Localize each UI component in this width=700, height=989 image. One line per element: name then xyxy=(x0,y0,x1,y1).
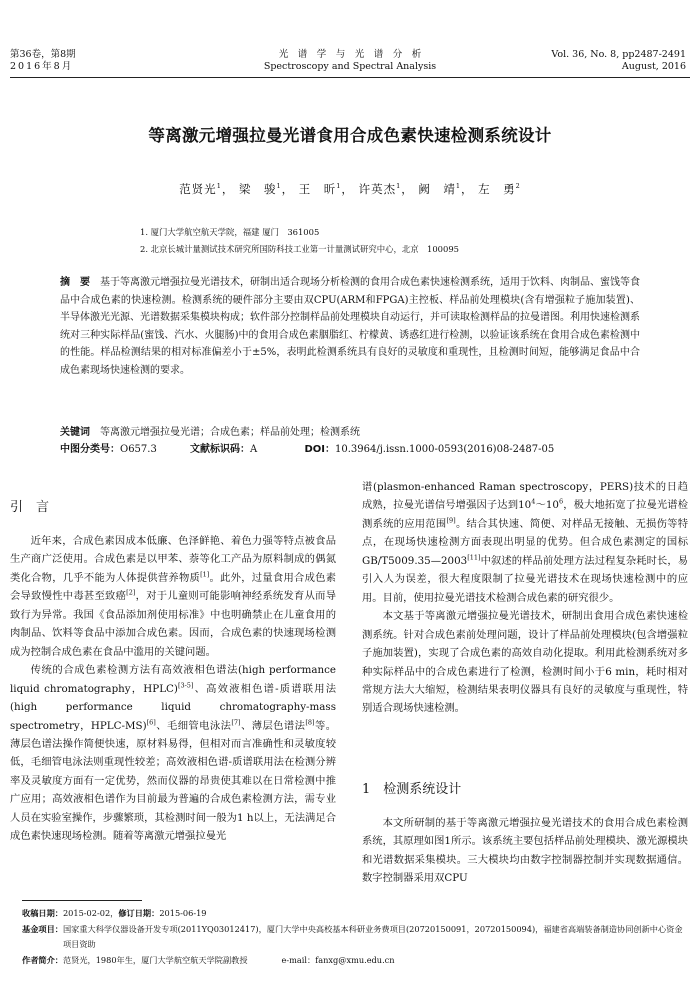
author: 王 昕$^1$ xyxy=(298,182,342,196)
author: 梁 骏$^1$ xyxy=(238,182,282,196)
paragraph: 本文所研制的基于等离激元增强拉曼光谱技术的食用合成色素检测系统，其原理如图1所示。该系统主要包括样品前处理模块、激光源模块和光谱数据采集模块。三大模块均由数字控制器控制并实现数据通信。数字控制器采用双CPU xyxy=(362,817,688,885)
citation[interactable]: [7] xyxy=(231,718,241,727)
journal-name-cn: 光 谱 学 与 光 谱 分 析 xyxy=(278,49,422,60)
section-heading-1: 1 检测系统设计 xyxy=(362,782,462,797)
citation[interactable]: [2] xyxy=(126,588,136,597)
citation[interactable]: [6] xyxy=(146,718,156,727)
date-line: 2016年8月 xyxy=(10,61,74,72)
affiliation-2: 2. 北京长城计量测试技术研究所国防科技工业第一计量测试研究中心，北京 100095 xyxy=(140,244,459,254)
citation[interactable]: [8] xyxy=(305,718,315,727)
author-list: 范贤光$^1$， 梁 骏$^1$， 王 昕$^1$， 许英杰$^1$， 阙 靖$^1$， 左 勇$^2$ xyxy=(179,182,521,196)
paragraph: 谱(plasmon-enhanced Raman spectroscopy，PERS)技术的日趋成熟，拉曼光谱信号增强因子达到$10^4\sim 10^6$，极大地拓宽了拉曼光谱检测系统的应用范围[9]。结合其快速、简便、对样品无接触、无损伤等特点，在现场快速检测方面表现出明显的优势。但合成色素测定的国标GB/T5009.35—2003[11]中叙述的样品前处理方法过程复杂耗时长，易引入人为误差，很大程度限制了拉曼光谱技术在现场快速检测中的应用。目前，使用拉曼光谱技术检测合成色素的研究很少。 xyxy=(362,481,689,604)
abstract-text: 基于等离激元增强拉曼光谱技术，研制出适合现场分析检测的食用合成色素快速检测系统，适用于饮料、肉制品、蜜饯等食品中合成色素的快速检测。检测系统的硬件部分主要由双CPU(ARM和FPGA)主控板、样品前处理模块(含有增强粒子施加装置)、半导体激光光源、光谱数据采集模块构成；软件部分控制样品前处理模块自动运行，并可读取检测样品的拉曼谱图。利用快速检测系统对三种实际样品(蜜饯、汽水、火腿肠)中的食用合成色素胭脂红、柠檬黄、诱惑红进行检测，以验证该系统在食用合成色素检测中的性能。样品检测结果的相对标准偏差小于±5%，表明此检测系统具有良好的灵敏度和重现性，且检测时间短，能够满足食品中合成色素现场快速检测的要求。 xyxy=(60,277,640,376)
header-rule xyxy=(10,77,690,78)
journal-pages xyxy=(551,49,686,73)
clc-label: 中图分类号： xyxy=(60,444,120,455)
date-en: August, 2016 xyxy=(621,61,686,72)
citation[interactable]: [1] xyxy=(200,570,210,579)
author: 范贤光$^1$ xyxy=(179,182,222,196)
fund-text: 国家重大科学仪器设备开发专项(2011YQ03012417)，厦门大学中央高校基本科研业务费项目(20720150091，20720150094)，福建省高端装备制造协同创新中心资金项目资助 xyxy=(62,923,683,949)
doc-code-label: 文献标识码： xyxy=(190,444,251,455)
section-heading-intro: 引 言 xyxy=(10,500,50,515)
affiliation-1: 1. 厦门大学航空航天学院，福建 厦门 361005 xyxy=(140,227,320,237)
abstract-label: 摘 要 xyxy=(60,277,90,288)
paragraph: 传统的合成色素检测方法有高效液相色谱法(high performance liquid chromatography，HPLC)[3-5]、高效液相色谱-质谱联用法(high performance liquid chromatography-mass spectrometry，HPLC-MS)[6]、毛细管电泳法[7]、薄层色谱法[8]等。薄层色谱法操作简便快速，原材料易得，但相对而言准确性和灵敏度较低，毛细管电泳法则重现性较差；高效液相色谱-质谱联用法在检测分辨率及灵敏度方面有一定优势，然而仪器的昂贵使其难以在日常检测中推广应用；高效液相色谱作为目前最为普遍的合成色素检测方法，需专业人员在实验室操作，步骤繁琐，其检测时间一般为1 h以上，无法满足合成色素快速现场检测。随着等离激元增强拉曼光 xyxy=(10,664,337,843)
vol-pages-en: Vol. 36, No. 8, pp2487-2491 xyxy=(551,49,686,60)
doi-label: DOI： xyxy=(304,444,335,455)
received-label: 收稿日期： xyxy=(22,908,63,918)
footnote-rule xyxy=(22,900,142,901)
doc-code-value: A xyxy=(250,444,258,455)
citation[interactable]: [11] xyxy=(467,553,481,562)
paragraph: 本文基于等离激元增强拉曼光谱技术，研制出食用合成色素快速检测系统。针对合成色素前处理问题，设计了样品前处理模块(包含增强粒子施加装置)，实现了合成色素的高效自动化提取。利用此检测系统对多种实际样品中的合成色素进行了检测，检测时间小于6 min，耗时相对常规方法大大缩短，检测结果表明仪器具有良好的灵敏度与重现性，特别适合现场快速检测。 xyxy=(362,610,688,715)
citation[interactable]: [3-5] xyxy=(177,681,194,690)
paragraph: 近年来，合成色素因成本低廉、色泽鲜艳、着色力强等特点被食品生产商广泛使用。合成色素是以甲苯、萘等化工产品为原料制成的偶氮类化合物，几乎不能为人体提供营养物质[1]。此外，过量食用合成色素会导致慢性中毒甚至致癌[2]，对于儿童则可能影响神经系统发育从而导致行为异常。我国《食品添加剂使用标准》中也明确禁止在儿童食用的肉制品、饮料等食品中添加合成色素。因而，合成色素的快速现场检测成为控制合成色素在食品中滥用的关键问题。 xyxy=(10,535,337,658)
doi-value: 10.3964/j.issn.1000-0593(2016)08-2487-05 xyxy=(334,444,555,455)
author: 阙 靖$^1$ xyxy=(418,182,462,196)
author: 左 勇$^2$ xyxy=(478,182,521,196)
volume-line: 第36卷，第8期 xyxy=(10,49,76,60)
paper-title: 等离激元增强拉曼光谱食用合成色素快速检测系统设计 xyxy=(148,126,552,145)
abstract xyxy=(60,274,640,380)
footnotes xyxy=(22,906,690,968)
author: 许英杰$^1$ xyxy=(358,182,402,196)
revised-label: 修订日期： xyxy=(118,908,160,918)
journal-name-en: Spectroscopy and Spectral Analysis xyxy=(263,61,437,72)
keywords-label: 关键词 xyxy=(60,427,90,438)
affiliations xyxy=(140,224,459,258)
keywords-text: 等离激元增强拉曼光谱；合成色素；样品前处理；检测系统 xyxy=(100,427,360,438)
author-bio-label: 作者简介： xyxy=(22,954,63,965)
received-date: 2015-02-02， xyxy=(62,908,119,918)
right-column xyxy=(362,478,688,718)
keywords-block xyxy=(60,424,554,458)
author-email[interactable]: e-mail：fanxg@xmu.edu.cn xyxy=(281,954,395,965)
left-column xyxy=(10,532,336,846)
fund-label: 基金项目： xyxy=(22,923,63,934)
revised-date: 2015-06-19 xyxy=(159,908,207,918)
clc-value: O657.3 xyxy=(120,444,157,455)
citation[interactable]: [9] xyxy=(446,516,456,525)
right-column-continued xyxy=(362,814,688,888)
author-bio: 范贤光，1980年生，厦门大学航空航天学院副教授 xyxy=(62,954,248,965)
